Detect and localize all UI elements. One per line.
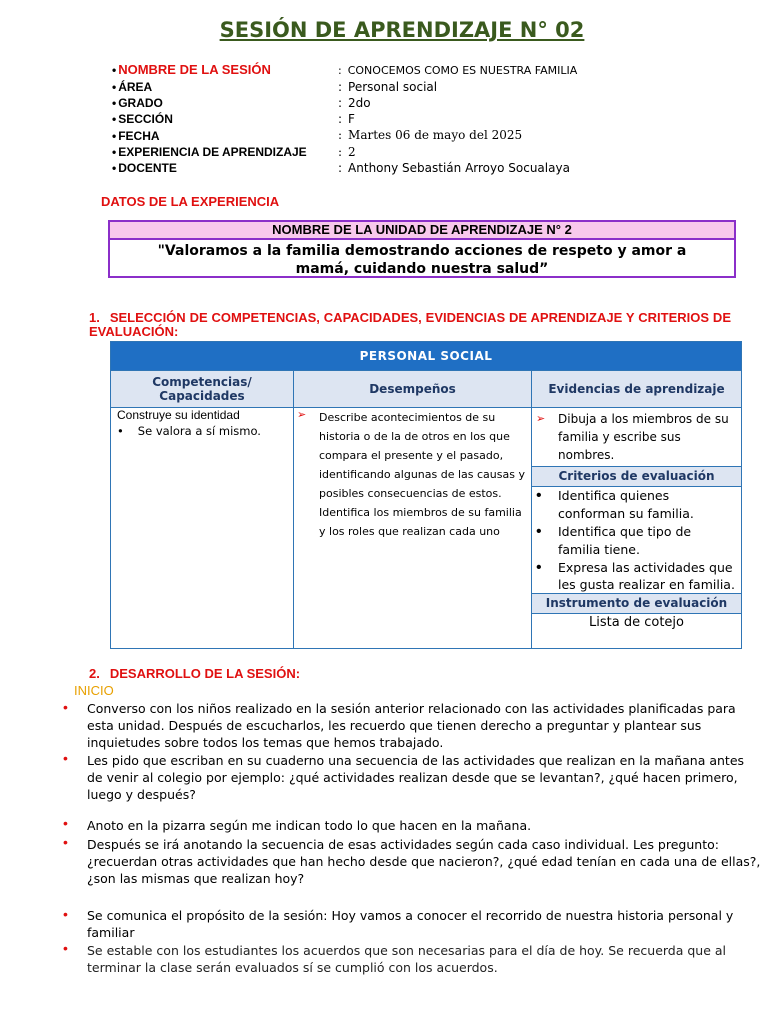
meta-value-text: Personal social	[348, 80, 438, 94]
evidencias-cell	[532, 408, 742, 649]
criterio-text: Identifica que tipo de familia tiene.	[558, 524, 692, 557]
criterio-item	[536, 487, 735, 523]
section-1-heading	[89, 311, 731, 339]
meta-label: DOCENTE	[118, 161, 177, 175]
desempeno-cell	[294, 408, 532, 649]
competencias-table	[110, 341, 742, 649]
bullet-icon: •	[536, 487, 542, 504]
header-desempenos: Desempeños	[294, 371, 532, 408]
paragraph: Se comunica el propósito de la sesión: Hoy vamos a conocer el recorrido de nuestra historia personal y familiar	[87, 908, 734, 940]
section-number: 2.	[89, 666, 100, 681]
meta-value: : Personal social	[338, 80, 438, 94]
criterio-text: Expresa las actividades que les gusta realizar en familia.	[558, 560, 735, 592]
bullet-icon: •	[536, 523, 542, 540]
bullet-icon: •	[63, 940, 68, 956]
instrumento-header: Instrumento de evaluación	[532, 594, 741, 614]
inicio-label: INICIO	[74, 683, 114, 698]
meta-value-text: CONOCEMOS COMO ES NUESTRA FAMILIA	[347, 64, 578, 77]
meta-value: : 2	[338, 145, 356, 159]
bullet-icon: •	[536, 559, 542, 576]
bullet-icon: •	[112, 96, 117, 110]
criterios-header: Criterios de evaluación	[532, 467, 741, 487]
area-header: PERSONAL SOCIAL	[111, 342, 742, 371]
unit-header: NOMBRE DE LA UNIDAD DE APRENDIZAJE N° 2	[110, 222, 734, 240]
section-number: 1.	[89, 310, 100, 325]
bullet-icon: •	[112, 112, 117, 126]
meta-value-text: 2do	[348, 96, 371, 110]
meta-row-fecha	[112, 129, 160, 143]
meta-label: NOMBRE DE LA SESIÓN	[118, 62, 271, 77]
instrumento-value: Lista de cotejo	[589, 615, 684, 630]
meta-row-experiencia	[112, 145, 307, 159]
bullet-icon: •	[63, 750, 68, 766]
desempeno-item	[294, 408, 531, 541]
paragraph: Después se irá anotando la secuencia de esas actividades según cada caso individual. Les pregunto: ¿recuerdan otras actividades que han hecho desde que nacieron?, ¿qué edad tenían en cada una de ellas?, ¿son las mismas que realizan hoy?	[87, 837, 761, 886]
criterio-text: Identifica quienes conforman su familia.	[558, 488, 694, 521]
criterio-item	[536, 523, 735, 559]
competencia-cell	[111, 408, 294, 649]
evidencia-item	[532, 408, 741, 467]
meta-value: : CONOCEMOS COMO ES NUESTRA FAMILIA	[338, 64, 578, 77]
meta-value: : Anthony Sebastián Arroyo Socualaya	[338, 161, 570, 175]
bullet-icon: •	[63, 906, 68, 922]
section-title: SELECCIÓN DE COMPETENCIAS, CAPACIDADES, EVIDENCIAS DE APRENDIZAJE Y CRITERIOS DE EVALUACIÓN:	[89, 310, 731, 339]
paragraph: Les pido que escriban en su cuaderno una secuencia de las actividades que realizan en la mañana antes de venir al colegio por ejemplo: ¿qué actividades realizan desde que se levantan?, ¿qué hacen primero, luego y después?	[87, 753, 745, 802]
meta-value-text: 2	[348, 145, 356, 159]
meta-label: EXPERIENCIA DE APRENDIZAJE	[118, 145, 307, 159]
capacidad-text: Se valora a sí mismo.	[137, 424, 261, 438]
datos-experiencia-heading: DATOS DE LA EXPERIENCIA	[101, 194, 280, 209]
capacidad-item	[111, 422, 293, 441]
header-competencias: Competencias/ Capacidades	[111, 371, 294, 408]
arrow-bullet-icon: ➢	[297, 409, 307, 421]
meta-label: ÁREA	[118, 80, 153, 94]
section-title: DESARROLLO DE LA SESIÓN:	[109, 666, 301, 681]
meta-value-text: F	[348, 112, 355, 126]
header-evidencias: Evidencias de aprendizaje	[532, 371, 742, 408]
unit-title: "Valoramos a la familia demostrando acciones de respeto y amor a mamá, cuidando nuestra salud”	[157, 243, 687, 277]
arrow-bullet-icon: ➢	[536, 413, 546, 425]
evidencia-text: Dibuja a los miembros de su familia y escribe sus nombres.	[558, 412, 729, 462]
bullet-icon: •	[112, 161, 117, 175]
desempeno-text: Describe acontecimientos de su historia o de la de otros en los que compara el presente y el pasado, identificando algunas de las causas y posibles consecuencias de estos. Identifica los miembros de su familia y los roles que realizan cada uno	[319, 411, 525, 538]
meta-row-session-name	[112, 62, 271, 77]
bullet-icon: •	[63, 815, 68, 831]
meta-value-text: Martes 06 de mayo del 2025	[348, 128, 523, 142]
meta-label: FECHA	[118, 129, 160, 143]
paragraph: Anoto en la pizarra según me indican todo lo que hacen en la mañana.	[87, 818, 532, 833]
meta-label: SECCIÓN	[118, 112, 173, 126]
bullet-icon: •	[112, 145, 117, 159]
meta-row-area	[112, 80, 152, 94]
bullet-icon: •	[112, 80, 117, 94]
meta-value: : Martes 06 de mayo del 2025	[338, 128, 523, 142]
meta-label: GRADO	[118, 96, 163, 110]
page-title: SESIÓN DE APRENDIZAJE N° 02	[219, 18, 585, 42]
unit-box	[108, 220, 736, 278]
criterio-item	[536, 559, 735, 593]
bullet-icon: •	[63, 834, 68, 850]
paragraph: Se estable con los estudiantes los acuerdos que son necesarias para el día de hoy. Se recuerda que al terminar la clase serán evaluados sí se cumplió con los acuerdos.	[87, 943, 727, 975]
section-2-heading	[89, 666, 300, 681]
meta-value: : 2do	[338, 96, 371, 110]
meta-row-seccion	[112, 112, 173, 126]
bullet-icon: •	[63, 699, 68, 715]
meta-row-grado	[112, 96, 163, 110]
criterios-list	[532, 487, 741, 594]
paragraph: Converso con los niños realizado en la sesión anterior relacionado con las actividades planificadas para esta unidad. Después de escucharlos, les recuerdo que tienen derecho a preguntar y plantear sus inquietudes sobre todos los temas que hemos trabajado.	[87, 701, 736, 750]
bullet-icon: •	[112, 129, 117, 143]
bullet-icon: •	[112, 63, 117, 77]
bullet-icon: •	[117, 424, 124, 438]
meta-value-text: Anthony Sebastián Arroyo Socualaya	[348, 161, 570, 175]
meta-row-docente	[112, 161, 177, 175]
competencia-text: Construye su identidad	[117, 408, 240, 422]
meta-value: : F	[338, 112, 355, 126]
